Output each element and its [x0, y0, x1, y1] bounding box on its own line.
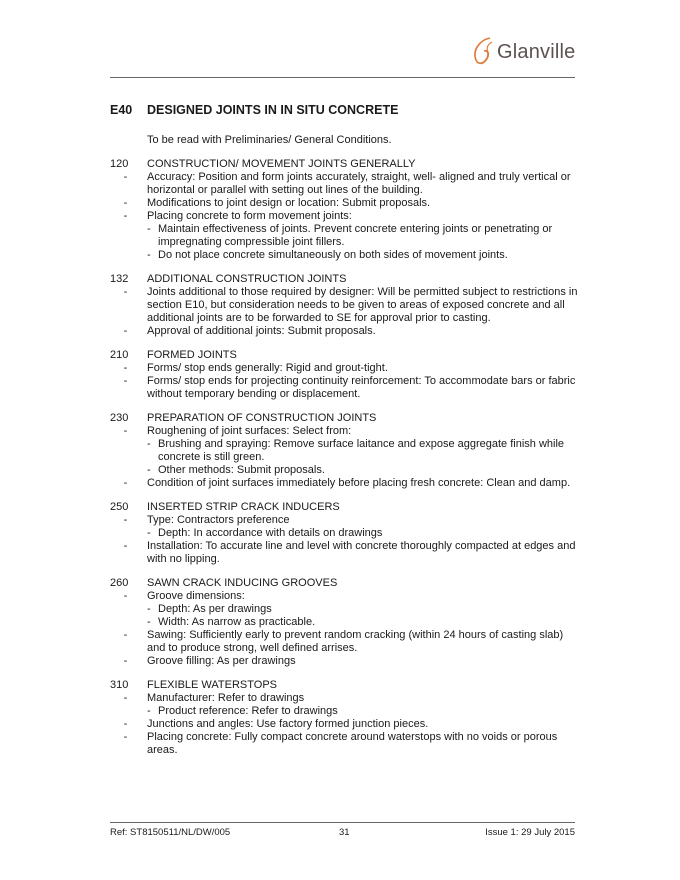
sub-item	[147, 705, 580, 718]
dash-bullet-icon: -	[123, 375, 128, 387]
clause-item-text: Approval of additional joints: Submit proposals.	[147, 325, 376, 337]
clause-title: FORMED JOINTS	[147, 349, 237, 361]
sub-dash-icon: -	[147, 438, 151, 450]
document-reference: Ref: ST8150511/NL/DW/005	[110, 827, 231, 838]
clause-item	[110, 325, 580, 338]
clause-heading	[110, 577, 580, 590]
sub-dash-icon: -	[147, 527, 151, 539]
clause-item-body	[147, 731, 580, 757]
clause-260	[110, 577, 580, 668]
clause-item-text: Forms/ stop ends generally: Rigid and grout-tight.	[147, 362, 388, 374]
sub-dash-icon: -	[147, 603, 151, 615]
clause-250	[110, 501, 580, 566]
clause-title: SAWN CRACK INDUCING GROOVES	[147, 577, 338, 589]
clause-heading	[110, 679, 580, 692]
clause-item-text: Accuracy: Position and form joints accurately, straight, well- aligned and truly vertical or horizontal or parallel with setting out lines of the building.	[147, 171, 571, 196]
clause-heading	[110, 412, 580, 425]
brand-name: Glanville	[497, 41, 576, 63]
dash-bullet-icon: -	[123, 171, 128, 183]
sub-item	[147, 249, 580, 262]
clause-heading	[110, 273, 580, 286]
clause-number: 260	[110, 577, 129, 589]
clause-item-body	[147, 197, 580, 210]
clause-item-body	[147, 590, 580, 629]
sub-item	[147, 464, 580, 477]
clause-title: CONSTRUCTION/ MOVEMENT JOINTS GENERALLY	[147, 158, 416, 170]
clause-item-text: Roughening of joint surfaces: Select from:	[147, 425, 352, 437]
clause-item-body	[147, 210, 580, 262]
footer-divider	[110, 822, 575, 823]
sub-item-text: Width: As narrow as practicable.	[158, 616, 316, 628]
clause-210	[110, 349, 580, 401]
clause-number: 120	[110, 158, 129, 170]
clause-item-text: Joints additional to those required by designer: Will be permitted subject to restrictions in section E10, but consideration needs to be given to areas of exposed concrete and all additional joints are to be forwarded to SE for approval prior to casting.	[147, 286, 578, 324]
clause-item-text: Junctions and angles: Use factory formed junction pieces.	[147, 718, 429, 730]
clause-item-body	[147, 629, 580, 655]
sub-item-text: Depth: In accordance with details on drawings	[158, 527, 383, 539]
clause-title: ADDITIONAL CONSTRUCTION JOINTS	[147, 273, 347, 285]
intro-text: To be read with Preliminaries/ General Conditions.	[147, 134, 392, 146]
dash-bullet-icon: -	[123, 325, 128, 337]
clause-item-body	[147, 477, 580, 490]
clause-item-body	[147, 286, 580, 325]
clause-item-text: Installation: To accurate line and level with concrete thoroughly compacted at edges and with no lipping.	[147, 540, 576, 565]
clause-item-body	[147, 425, 580, 477]
clause-item-text: Manufacturer: Refer to drawings	[147, 692, 305, 704]
clause-item	[110, 655, 580, 668]
clause-item	[110, 171, 580, 197]
dash-bullet-icon: -	[123, 590, 128, 602]
dash-bullet-icon: -	[123, 197, 128, 209]
dash-bullet-icon: -	[123, 731, 128, 743]
dash-bullet-icon: -	[123, 540, 128, 552]
sub-dash-icon: -	[147, 464, 151, 476]
dash-bullet-icon: -	[123, 362, 128, 374]
clause-item	[110, 590, 580, 629]
sub-dash-icon: -	[147, 223, 151, 235]
clause-title: INSERTED STRIP CRACK INDUCERS	[147, 501, 340, 513]
clause-item-text: Groove dimensions:	[147, 590, 245, 602]
clause-item-body	[147, 540, 580, 566]
clause-heading	[110, 158, 580, 171]
sub-item	[147, 223, 580, 249]
clause-item	[110, 375, 580, 401]
clause-132	[110, 273, 580, 338]
clause-item	[110, 514, 580, 540]
clause-item-text: Type: Contractors preference	[147, 514, 290, 526]
sub-item-text: Depth: As per drawings	[158, 603, 272, 615]
clause-title: FLEXIBLE WATERSTOPS	[147, 679, 277, 691]
sub-dash-icon: -	[147, 705, 151, 717]
dash-bullet-icon: -	[123, 692, 128, 704]
dash-bullet-icon: -	[123, 718, 128, 730]
clause-120	[110, 158, 580, 262]
clause-number: 210	[110, 349, 129, 361]
clause-item-text: Forms/ stop ends for projecting continuity reinforcement: To accommodate bars or fabric without temporary bending or displacement.	[147, 375, 576, 400]
sub-item	[147, 603, 580, 616]
clauses-list	[110, 158, 580, 768]
clause-item	[110, 197, 580, 210]
clause-item-text: Condition of joint surfaces immediately before placing fresh concrete: Clean and damp.	[147, 477, 571, 489]
clause-item	[110, 629, 580, 655]
sub-item-text: Brushing and spraying: Remove surface laitance and expose aggregate finish while concrete is still green.	[158, 438, 565, 463]
header-divider	[110, 77, 575, 78]
clause-item-body	[147, 325, 580, 338]
dash-bullet-icon: -	[123, 425, 128, 437]
dash-bullet-icon: -	[123, 629, 128, 641]
clause-item	[110, 286, 580, 325]
clause-item-body	[147, 375, 580, 401]
clause-item	[110, 477, 580, 490]
sub-item	[147, 438, 580, 464]
glanville-logo	[468, 34, 578, 68]
sub-item-text: Do not place concrete simultaneously on both sides of movement joints.	[158, 249, 508, 261]
sub-item	[147, 616, 580, 629]
issue-date: Issue 1: 29 July 2015	[485, 827, 575, 838]
clause-310	[110, 679, 580, 757]
glanville-swirl-icon	[468, 34, 498, 68]
clause-number: 230	[110, 412, 129, 424]
dash-bullet-icon: -	[123, 477, 128, 489]
clause-number: 310	[110, 679, 129, 691]
sub-item-text: Maintain effectiveness of joints. Prevent concrete entering joints or penetrating or impregnating compressible joint fillers.	[158, 223, 553, 248]
clause-item	[110, 210, 580, 262]
sub-dash-icon: -	[147, 616, 151, 628]
sub-item-text: Product reference: Refer to drawings	[158, 705, 338, 717]
dash-bullet-icon: -	[123, 514, 128, 526]
sub-item	[147, 527, 580, 540]
clause-item	[110, 362, 580, 375]
clause-item-text: Modifications to joint design or location: Submit proposals.	[147, 197, 431, 209]
clause-item-text: Sawing: Sufficiently early to prevent random cracking (within 24 hours of casting slab) and to produce strong, well defined arrises.	[147, 629, 564, 654]
sub-item-text: Other methods: Submit proposals.	[158, 464, 325, 476]
clause-item-body	[147, 514, 580, 540]
clause-item	[110, 692, 580, 718]
page-number: 31	[339, 827, 350, 838]
section-title: DESIGNED JOINTS IN IN SITU CONCRETE	[147, 103, 399, 117]
clause-item-text: Placing concrete to form movement joints:	[147, 210, 352, 222]
clause-item	[110, 718, 580, 731]
dash-bullet-icon: -	[123, 655, 128, 667]
clause-title: PREPARATION OF CONSTRUCTION JOINTS	[147, 412, 377, 424]
dash-bullet-icon: -	[123, 210, 128, 222]
clause-heading	[110, 501, 580, 514]
dash-bullet-icon: -	[123, 286, 128, 298]
clause-item-text: Placing concrete: Fully compact concrete around waterstops with no voids or porous areas.	[147, 731, 558, 756]
clause-item-body	[147, 171, 580, 197]
clause-item-body	[147, 362, 580, 375]
clause-item	[110, 540, 580, 566]
section-heading	[110, 103, 398, 117]
clause-item-text: Groove filling: As per drawings	[147, 655, 296, 667]
clause-item-body	[147, 718, 580, 731]
clause-item	[110, 425, 580, 477]
sub-dash-icon: -	[147, 249, 151, 261]
clause-number: 132	[110, 273, 129, 285]
clause-item	[110, 731, 580, 757]
clause-230	[110, 412, 580, 490]
clause-heading	[110, 349, 580, 362]
clause-item-body	[147, 692, 580, 718]
clause-number: 250	[110, 501, 129, 513]
section-code: E40	[110, 103, 133, 117]
clause-item-body	[147, 655, 580, 668]
